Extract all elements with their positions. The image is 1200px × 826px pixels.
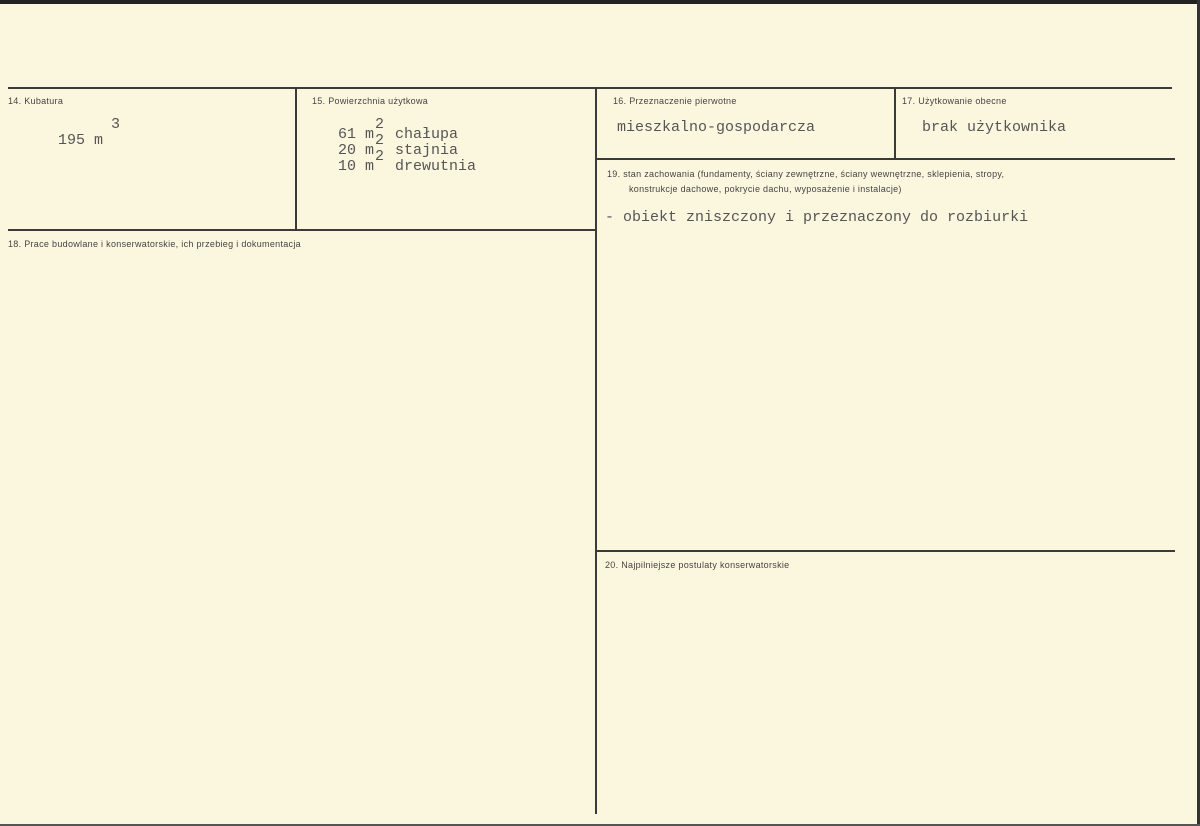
divider-main	[595, 89, 597, 814]
volume-exponent: 3	[111, 116, 121, 133]
field-19-label-line2: konstrukcje dachowe, pokrycie dachu, wyposażenie i instalacje)	[629, 184, 902, 194]
rule-below-14-15	[8, 229, 595, 231]
area-unit: m 2	[365, 132, 385, 159]
rule-below-16-17	[597, 158, 1175, 160]
area-unit: m 2	[365, 148, 385, 175]
field-14-label: 14. Kubatura	[8, 96, 64, 106]
divider-14-15	[295, 89, 297, 230]
divider-16-17	[894, 89, 896, 159]
area-name: stajnia	[395, 142, 459, 159]
area-number: 20	[337, 142, 356, 159]
area-exponent: 2	[375, 132, 385, 149]
field-16-label: 16. Przeznaczenie pierwotne	[613, 96, 737, 106]
field-15-label: 15. Powierzchnia użytkowa	[312, 96, 429, 106]
field-19-value: - obiekt zniszczony i przeznaczony do rozbiurki	[605, 209, 1029, 226]
volume-value: 195 m	[58, 132, 104, 149]
rule-above-20	[597, 550, 1175, 552]
card-top-edge	[0, 0, 1200, 4]
field-18-label: 18. Prace budowlane i konserwatorskie, ich przebieg i dokumentacja	[8, 239, 301, 249]
area-unit: m 2	[365, 116, 385, 143]
field-17-label: 17. Użytkowanie obecne	[902, 96, 1007, 106]
top-rule	[8, 87, 1172, 89]
field-16-value: mieszkalno-gospodarcza	[617, 119, 816, 136]
field-14-value	[58, 116, 121, 149]
area-row-1	[330, 116, 459, 143]
area-number: 10	[337, 158, 356, 175]
field-20-label: 20. Najpilniejsze postulaty konserwatorskie	[605, 560, 790, 570]
area-number: 61	[337, 126, 356, 143]
field-17-value: brak użytkownika	[922, 119, 1067, 136]
area-exponent: 2	[375, 116, 385, 133]
field-19-label-line1: 19. stan zachowania (fundamenty, ściany zewnętrzne, ściany wewnętrzne, sklepienia, stropy,	[607, 169, 1005, 179]
area-name: chałupa	[395, 126, 459, 143]
area-exponent: 2	[375, 148, 385, 165]
area-name: drewutnia	[395, 158, 477, 175]
